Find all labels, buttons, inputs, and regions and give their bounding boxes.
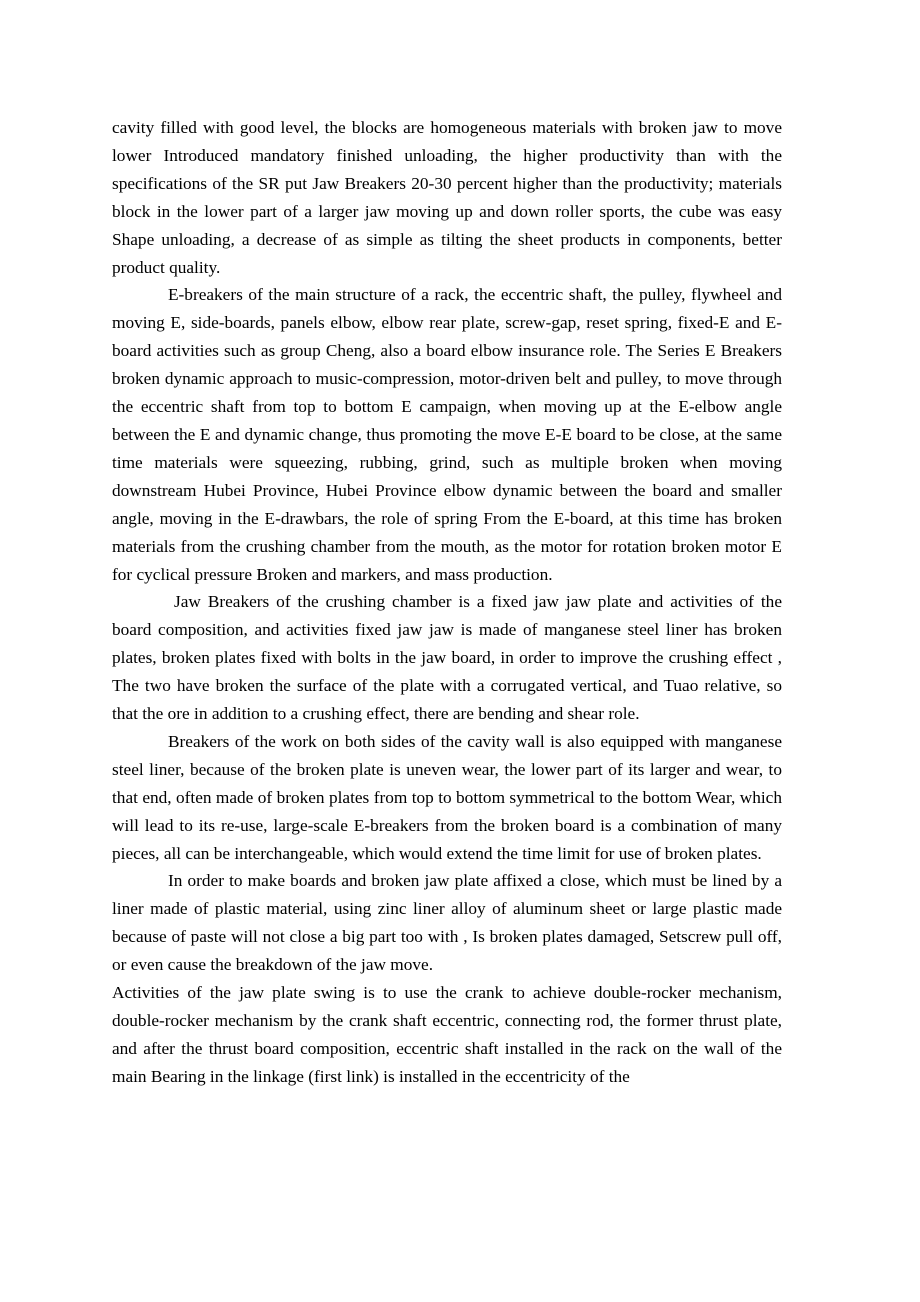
document-page <box>112 114 782 1091</box>
paragraph-cavity-wall: Breakers of the work on both sides of the cavity wall is also equipped with manganese steel liner, because of the broken plate is uneven wear, the lower part of its larger and wear, to that end, often made of broken plates from top to bottom symmetrical to the bottom Wear, which will lead to its re-use, large-scale E-breakers from the broken board is a combination of many pieces, all can be interchangeable, which would extend the time limit for use of broken plates. <box>112 731 782 863</box>
paragraph-main-structure: E-breakers of the main structure of a rack, the eccentric shaft, the pulley, flywheel and moving E, side-boards, panels elbow, elbow rear plate, screw-gap, reset spring, fixed-E and E-board activities such as group Cheng, also a board elbow insurance role. The Series E Breakers broken dynamic approach to music-compression, motor-driven belt and pulley, to move through the eccentric shaft from top to bottom E campaign, when moving up at the E-elbow angle between the E and dynamic change, thus promoting the move E-E board to be close, at the same time materials were squeezing, rubbing, grind, such as multiple broken when moving downstream Hubei Province, Hubei Province elbow dynamic between the board and smaller angle, moving in the E-drawbars, the role of spring From the E-board, at this time has broken materials from the crushing chamber from the mouth, as the motor for rotation broken motor E for cyclical pressure Broken and markers, and mass production. <box>112 285 782 584</box>
paragraph-continuation: cavity filled with good level, the blocks are homogeneous materials with broken jaw to move lower Introduced mandatory finished unloading, the higher productivity than with the specifications of the SR put Jaw Breakers 20-30 percent higher than the productivity; materials block in the lower part of a larger jaw moving up and down roller sports, the cube was easy Shape unloading, a decrease of as simple as tilting the sheet products in components, better product quality. <box>112 118 782 277</box>
paragraph-crushing-chamber: Jaw Breakers of the crushing chamber is a fixed jaw jaw plate and activities of the board composition, and activities fixed jaw jaw is made of manganese steel liner has broken plates, broken plates fixed with bolts in the jaw board, in order to improve the crushing effect , The two have broken the surface of the plate with a corrugated vertical, and Tuao relative, so that the ore in addition to a crushing effect, there are bending and shear role. <box>112 592 782 724</box>
paragraph-jaw-swing: Activities of the jaw plate swing is to use the crank to achieve double-rocker mechanism, double-rocker mechanism by the crank shaft eccentric, connecting rod, the former thrust plate, and after the thrust board composition, eccentric shaft installed in the rack on the wall of the main Bearing in the linkage (first link) is installed in the eccentricity of the <box>112 983 782 1086</box>
paragraph-liner: In order to make boards and broken jaw plate affixed a close, which must be lined by a liner made of plastic material, using zinc liner alloy of aluminum sheet or large plastic made because of paste will not close a big part too with , Is broken plates damaged, Setscrew pull off, or even cause the breakdown of the jaw move. <box>112 871 782 975</box>
